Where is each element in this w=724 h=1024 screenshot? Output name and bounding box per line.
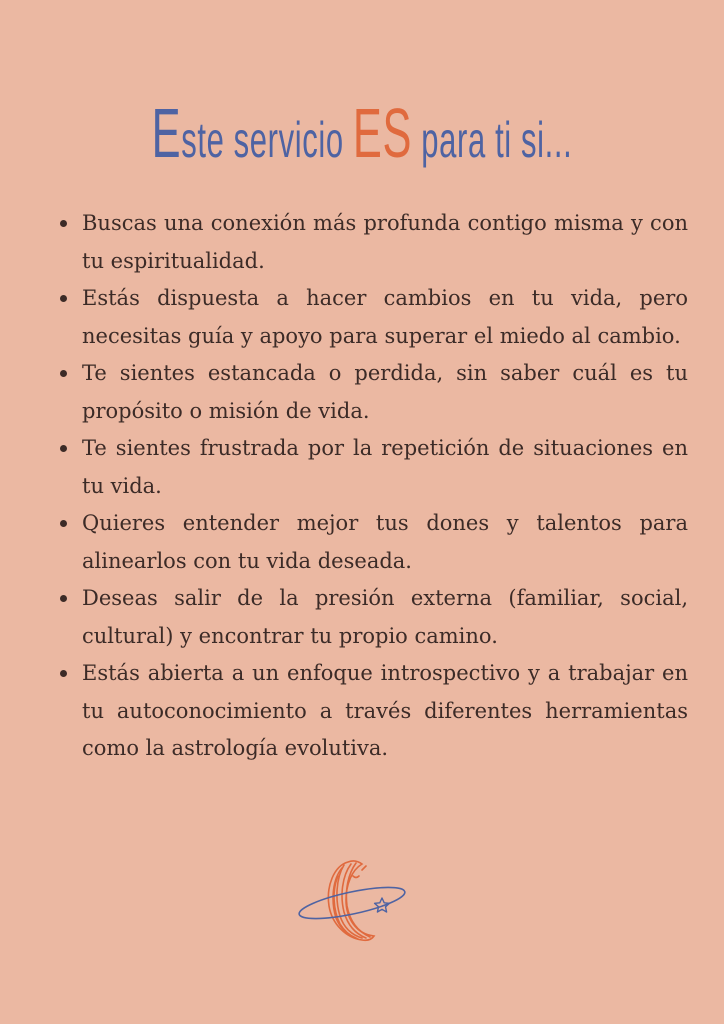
list-item-text: Te sientes estancada o perdida, sin saber cuál es tu propósito o misión de vida.: [82, 361, 688, 423]
list-item: [58, 205, 688, 280]
title-initial: E: [151, 94, 182, 172]
list-item: [58, 580, 688, 655]
bullet-icon: [60, 595, 67, 602]
bullet-icon: [60, 520, 67, 527]
bullet-icon: [60, 295, 67, 302]
list-item-text: Estás dispuesta a hacer cambios en tu vida, pero necesitas guía y apoyo para superar el miedo al cambio.: [82, 286, 688, 348]
list-item-text: Buscas una conexión más profunda contigo misma y con tu espiritualidad.: [82, 211, 688, 273]
bullet-icon: [60, 670, 67, 677]
moon-star-orbit-icon: [296, 856, 408, 944]
list-item-text: Te sientes frustrada por la repetición de situaciones en tu vida.: [82, 436, 688, 498]
list-item: [58, 430, 688, 505]
title-text-start: ste servicio: [181, 112, 353, 168]
bullet-icon: [60, 220, 67, 227]
list-item-text: Deseas salir de la presión externa (familiar, social, cultural) y encontrar tu propio camino.: [82, 586, 688, 648]
list-item-text: Quieres entender mejor tus dones y talentos para alinearlos con tu vida deseada.: [82, 511, 688, 573]
list-item-text: Estás abierta a un enfoque introspectivo y a trabajar en tu autoconocimiento a través diferentes herramientas como la astrología evolutiva.: [82, 661, 688, 760]
bullet-icon: [60, 445, 67, 452]
page-title: [138, 94, 587, 172]
list-item: [58, 355, 688, 430]
criteria-list: [58, 205, 688, 768]
bullet-icon: [60, 370, 67, 377]
list-item: [58, 655, 688, 768]
title-highlight: ES: [352, 94, 413, 172]
list-item: [58, 505, 688, 580]
title-text-end: para ti si...: [412, 112, 573, 168]
list-item: [58, 280, 688, 355]
